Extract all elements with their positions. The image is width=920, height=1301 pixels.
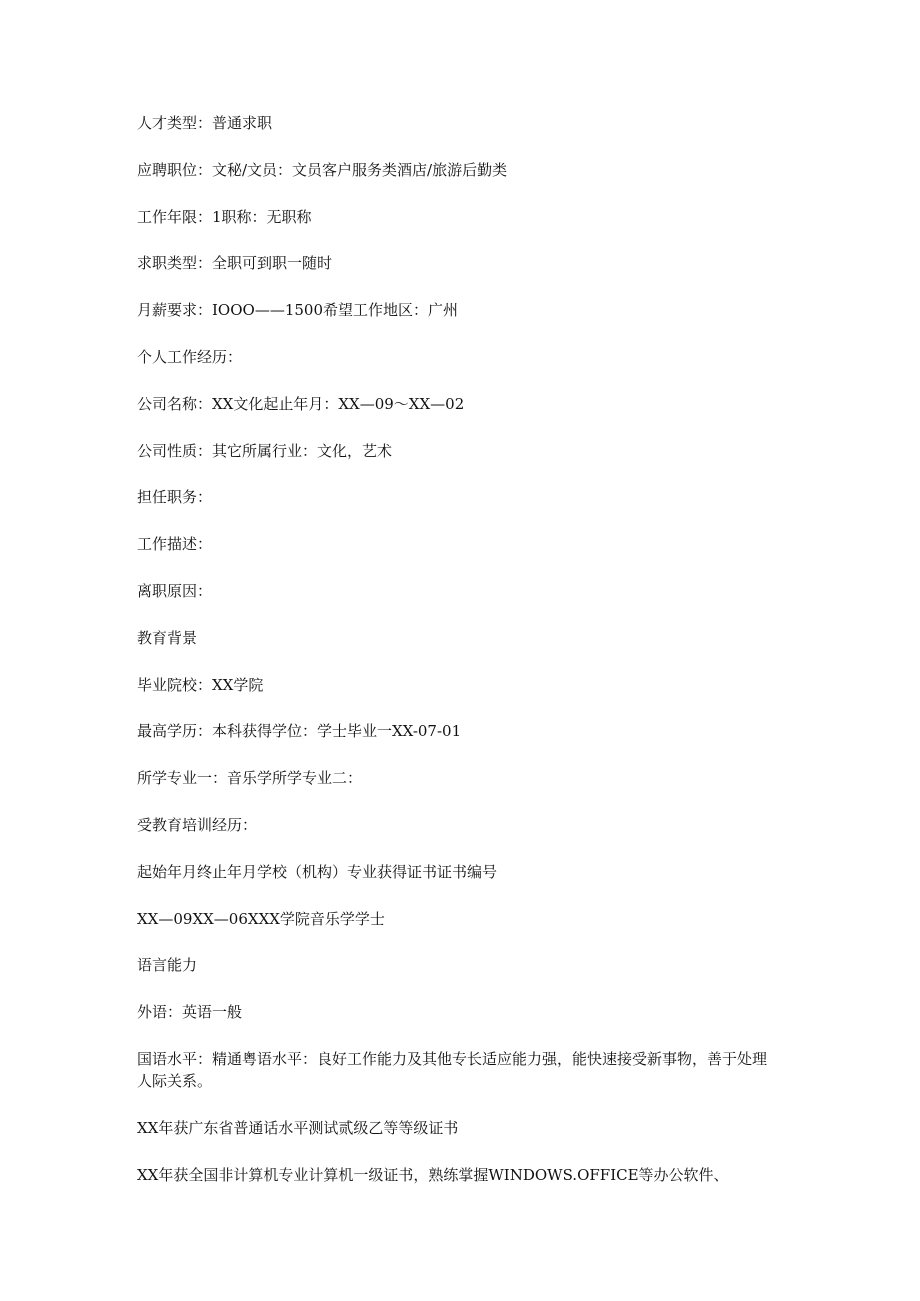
training-heading: 受教育培训经历： bbox=[137, 815, 258, 834]
language-heading: 语言能力 bbox=[137, 956, 198, 975]
company-name-line: 公司名称：XX文化起止年月：XX—09～XX—02 bbox=[137, 394, 465, 413]
document-body bbox=[137, 112, 797, 1210]
major-line: 所学专业一：音乐学所学专业二： bbox=[137, 769, 363, 788]
job-description-line: 工作描述： bbox=[137, 535, 213, 554]
company-nature-line: 公司性质：其它所属行业：文化，艺术 bbox=[137, 441, 393, 460]
leaving-reason-line: 离职原因： bbox=[137, 581, 213, 600]
salary-line: 月薪要求：IOOO——1500希望工作地区：广州 bbox=[137, 301, 458, 320]
job-type-line: 求职类型：全职可到职一随时 bbox=[137, 254, 333, 273]
mandarin-certificate-line: XX年获广东省普通话水平测试贰级乙等等级证书 bbox=[137, 1118, 459, 1137]
graduated-school-line: 毕业院校：XX学院 bbox=[137, 675, 264, 694]
training-columns-line: 起始年月终止年月学校（机构）专业获得证书证书编号 bbox=[137, 862, 498, 881]
applied-position-line: 应聘职位：文秘/文员：文员客户服务类酒店/旅游后勤类 bbox=[137, 160, 508, 179]
computer-certificate-line: XX年获全国非计算机专业计算机一级证书，熟练掌握WINDOWS.OFFICE等办公软件、 bbox=[137, 1165, 729, 1184]
foreign-language-line: 外语：英语一般 bbox=[137, 1003, 243, 1022]
work-years-line: 工作年限：1职称：无职称 bbox=[137, 207, 312, 226]
training-record-line: XX—09XX—06XXX学院音乐学学士 bbox=[137, 909, 385, 928]
language-skills-paragraph: 国语水平：精通粤语水平：良好工作能力及其他专长适应能力强，能快速接受新事物，善于处理人际关系。 bbox=[137, 1049, 768, 1090]
highest-degree-line: 最高学历：本科获得学位：学士毕业一XX-07-01 bbox=[137, 722, 462, 741]
education-heading: 教育背景 bbox=[137, 628, 198, 647]
talent-type-line: 人才类型：普通求职 bbox=[137, 114, 273, 132]
work-experience-heading: 个人工作经历： bbox=[137, 347, 243, 366]
position-held-line: 担任职务： bbox=[137, 488, 213, 507]
